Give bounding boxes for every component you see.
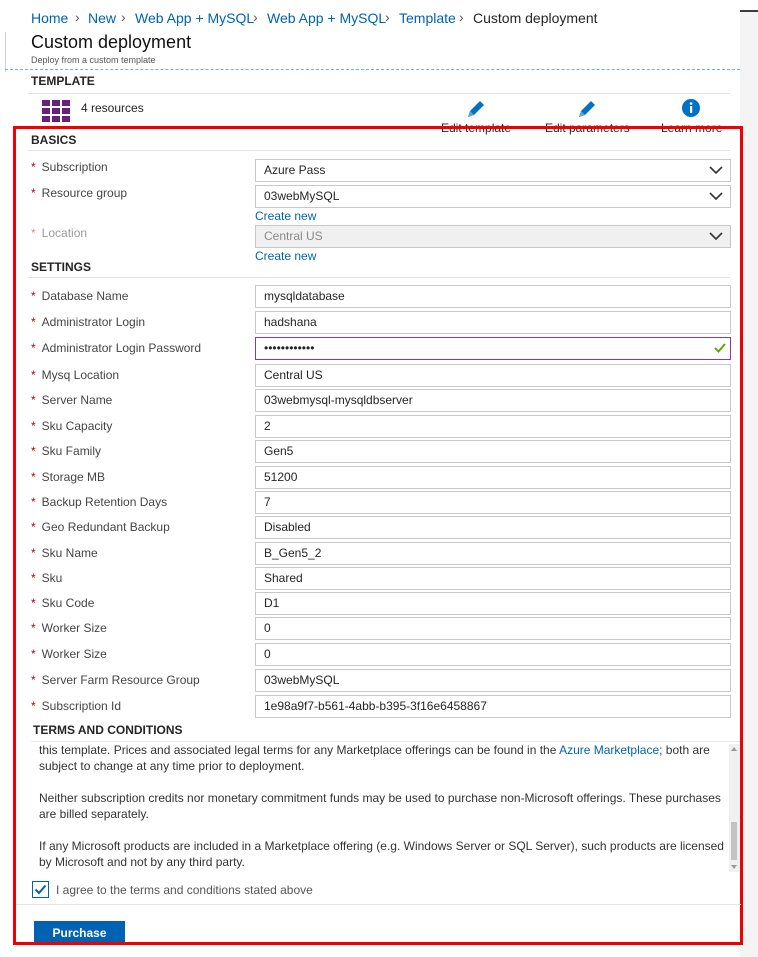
settings-heading: SETTINGS — [31, 260, 92, 274]
breadcrumb-current: Custom deployment — [473, 10, 598, 26]
terms-text-box[interactable] — [31, 741, 740, 873]
sku-code-input[interactable]: D1 — [255, 592, 731, 615]
worker-size-input-1[interactable]: 0 — [255, 617, 731, 640]
terms-paragraph: Neither subscription credits nor monetary commitment funds may be used to purchase non-Microsoft offerings. These purchases are billed separately. — [39, 791, 721, 821]
terms-content: this template. Prices and associated legal terms for any Marketplace offerings can be found in the Azure Marketplace; both are subject to change at any time prior to deployment. Neither subscription credits nor monetary commitment funds may be used to purchase non-Microsoft offerings. These purchases are billed separately. If any Microsoft products are included in a Marketplace offering (e.g. Windows Server or SQL Server), such products are licensed by Microsoft and not by any third party. — [39, 742, 727, 886]
breadcrumb-separator-icon: › — [253, 9, 258, 25]
administrator-password-label: * Administrator Login Password — [31, 341, 202, 355]
resource-group-select[interactable]: 03webMySQL — [255, 185, 731, 208]
server-farm-rg-label: * Server Farm Resource Group — [31, 673, 200, 687]
agree-checkbox[interactable] — [32, 881, 49, 898]
learn-more-button[interactable]: Learn more — [661, 121, 723, 135]
database-name-input[interactable]: mysqldatabase — [255, 285, 731, 308]
footer-divider — [16, 904, 741, 905]
storage-mb-input[interactable]: 51200 — [255, 466, 731, 489]
resource-group-label: * Resource group — [31, 186, 128, 200]
breadcrumb-separator-icon: › — [121, 9, 126, 25]
sku-input[interactable]: Shared — [255, 567, 731, 590]
sku-label: * Sku — [31, 571, 63, 585]
server-name-label: * Server Name — [31, 393, 113, 407]
location-select: Central US — [255, 225, 731, 248]
blade-left-border — [5, 32, 6, 72]
breadcrumb-separator-icon: › — [385, 9, 390, 25]
create-new-location-link[interactable]: Create new — [255, 249, 317, 263]
edit-parameters-icon[interactable] — [576, 98, 598, 120]
breadcrumb-home[interactable]: Home — [31, 10, 69, 26]
breadcrumb — [0, 0, 758, 36]
chevron-down-icon — [709, 231, 723, 241]
subscription-id-input[interactable]: 1e98a9f7-b561-4abb-b395-3f16e6458867 — [255, 695, 731, 718]
mysql-location-input[interactable]: Central US — [255, 364, 731, 387]
sku-name-label: * Sku Name — [31, 546, 98, 560]
sku-family-label: * Sku Family — [31, 444, 102, 458]
geo-redundant-label: * Geo Redundant Backup — [31, 520, 170, 534]
administrator-login-label: * Administrator Login — [31, 315, 146, 329]
breadcrumb-template[interactable]: Template — [399, 10, 456, 26]
purchase-button[interactable]: Purchase — [34, 921, 125, 942]
server-farm-rg-input[interactable]: 03webMySQL — [255, 669, 731, 692]
template-heading: TEMPLATE — [31, 74, 95, 88]
chevron-down-icon — [709, 191, 723, 201]
azure-marketplace-link[interactable]: Azure Marketplace — [559, 743, 660, 757]
checkmark-icon — [33, 882, 48, 897]
storage-mb-label: * Storage MB — [31, 470, 106, 484]
backup-retention-input[interactable]: 7 — [255, 491, 731, 514]
terms-heading: TERMS AND CONDITIONS — [33, 723, 183, 737]
administrator-login-input[interactable]: hadshana — [255, 311, 731, 334]
valid-check-icon — [714, 342, 726, 354]
sku-capacity-input[interactable]: 2 — [255, 415, 731, 438]
breadcrumb-webapp-mysql-1[interactable]: Web App + MySQL — [135, 10, 255, 26]
sku-family-input[interactable]: Gen5 — [255, 440, 731, 463]
location-label: * Location — [31, 226, 88, 240]
breadcrumb-new[interactable]: New — [88, 10, 117, 26]
page-subtitle: Deploy from a custom template — [31, 55, 156, 65]
server-name-input[interactable]: 03webmysql-mysqldbserver — [255, 389, 731, 412]
terms-paragraph: If any Microsoft products are included in a Marketplace offering (e.g. Windows Server or SQL Server), such products are licensed by Microsoft and not by any third party. — [39, 839, 724, 869]
worker-size-label-1: * Worker Size — [31, 621, 107, 635]
scroll-thumb[interactable] — [731, 822, 737, 860]
edit-template-icon[interactable] — [465, 98, 487, 120]
agree-label[interactable]: I agree to the terms and conditions stated above — [56, 883, 313, 897]
breadcrumb-webapp-mysql-2[interactable]: Web App + MySQL — [267, 10, 387, 26]
worker-size-label-2: * Worker Size — [31, 647, 107, 661]
breadcrumb-separator-icon: › — [75, 9, 80, 25]
sku-code-label: * Sku Code — [31, 596, 95, 610]
resources-grid-icon — [42, 100, 70, 122]
scroll-up-icon[interactable] — [731, 747, 737, 751]
create-new-resource-group-link[interactable]: Create new — [255, 209, 317, 223]
worker-size-input-2[interactable]: 0 — [255, 643, 731, 666]
administrator-password-input[interactable]: •••••••••••• — [255, 337, 731, 360]
sku-capacity-label: * Sku Capacity — [31, 419, 113, 433]
edit-template-button[interactable]: Edit template — [441, 121, 512, 135]
subscription-id-label: * Subscription Id — [31, 699, 122, 713]
header-divider — [5, 69, 740, 70]
settings-divider — [28, 277, 730, 278]
basics-divider — [28, 150, 730, 151]
subscription-label: * Subscription — [31, 160, 108, 174]
breadcrumb-separator-icon: › — [459, 9, 464, 25]
template-divider — [28, 93, 730, 94]
mysql-location-label: * Mysq Location — [31, 368, 120, 382]
page-title: Custom deployment — [31, 32, 192, 52]
edit-parameters-button[interactable]: Edit parameters — [545, 121, 630, 135]
database-name-label: * Database Name — [31, 289, 129, 303]
sku-name-input[interactable]: B_Gen5_2 — [255, 542, 731, 565]
terms-scrollbar[interactable] — [729, 744, 739, 872]
basics-heading: BASICS — [31, 133, 77, 147]
info-icon[interactable] — [682, 99, 700, 117]
backup-retention-label: * Backup Retention Days — [31, 495, 168, 509]
geo-redundant-input[interactable]: Disabled — [255, 516, 731, 539]
chevron-down-icon — [709, 165, 723, 175]
resources-count: 4 resources — [81, 101, 144, 115]
subscription-select[interactable]: Azure Pass — [255, 159, 731, 182]
scroll-down-icon[interactable] — [731, 865, 737, 869]
